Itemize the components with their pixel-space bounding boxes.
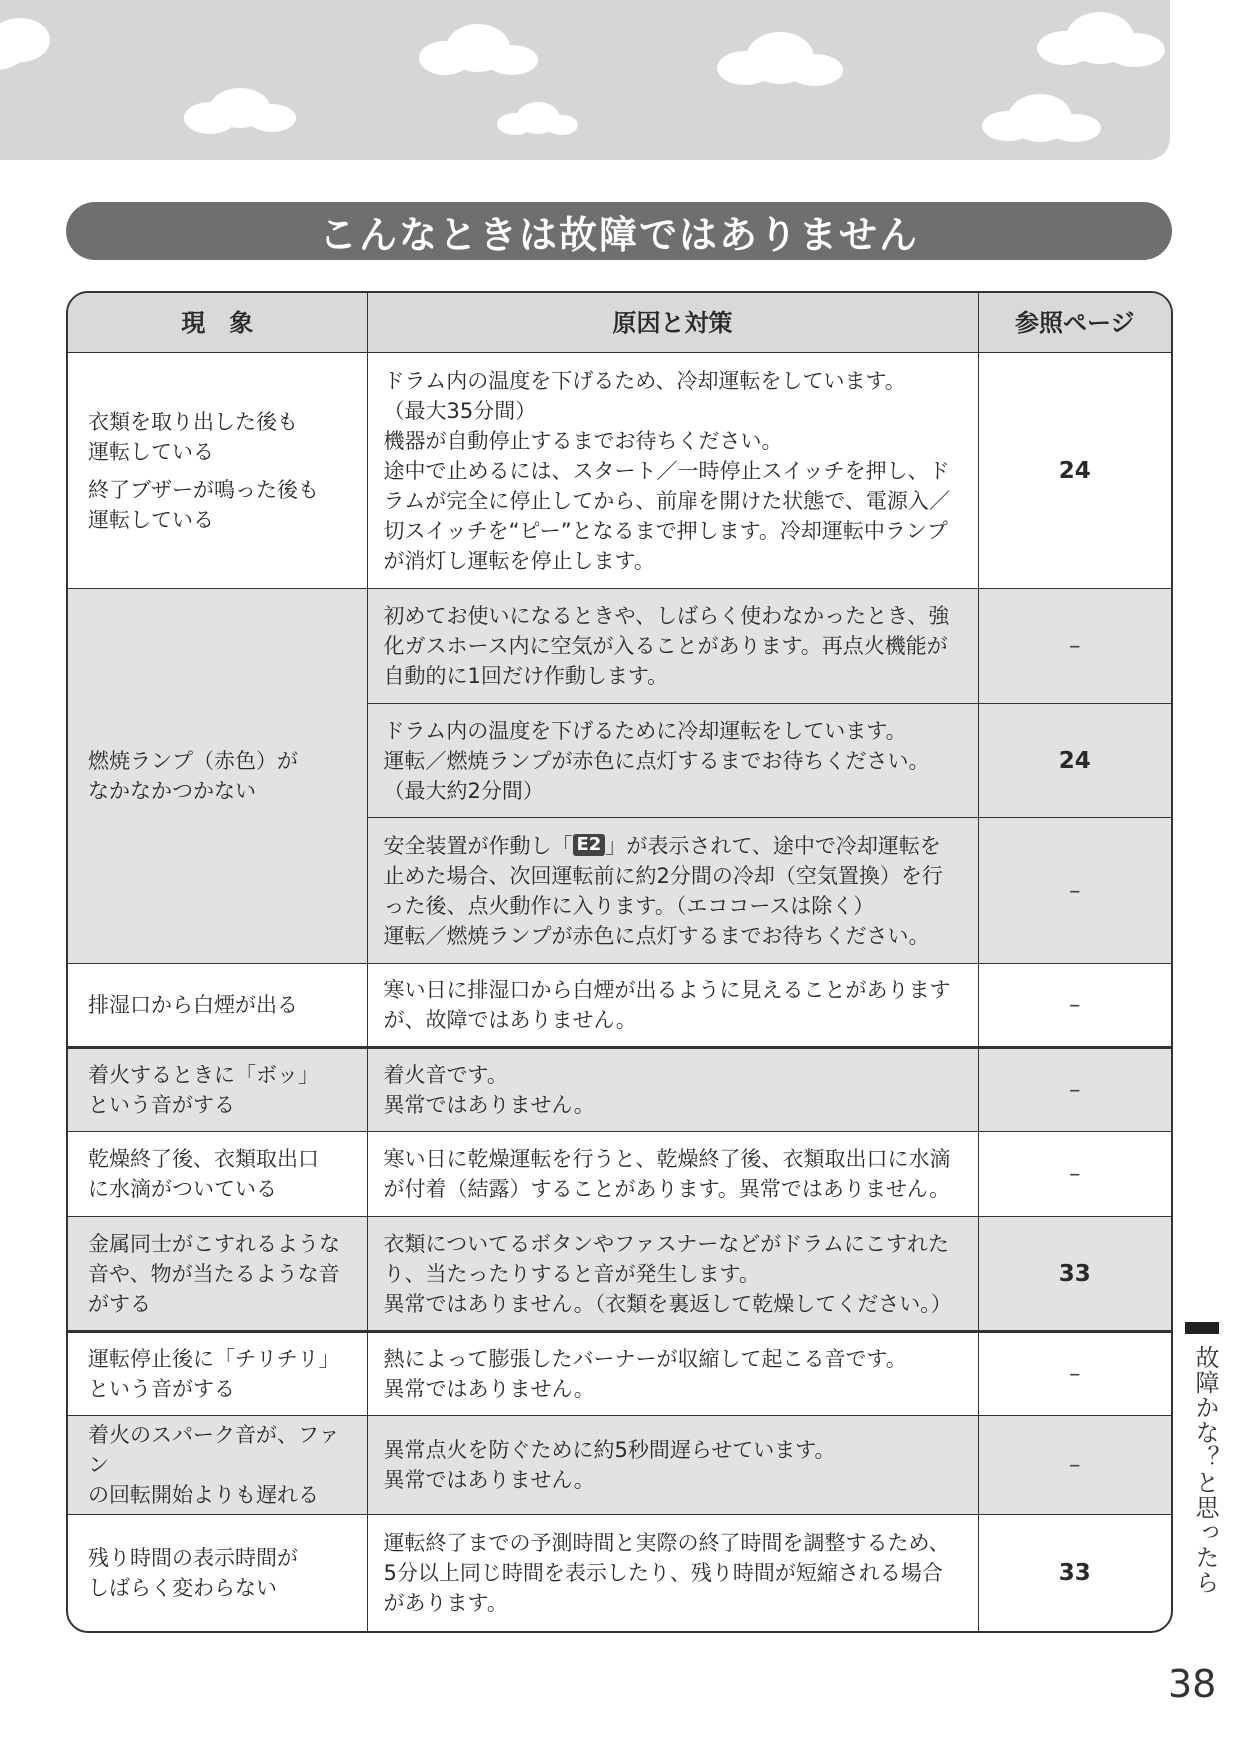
symptom-cell [68,353,367,589]
page-cell: 33 [978,1515,1171,1631]
symptom-text: 乾燥終了後、衣類取出口 に水滴がついている [88,1147,319,1201]
symptom-text: 残り時間の表示時間が しばらく変わらない [88,1545,298,1600]
symptom-text: 金属同士がこすれるような 音や、物が当たるような音 がする [88,1231,340,1316]
header-symptom: 現 象 [68,293,367,353]
page-cell: – [978,1416,1171,1515]
cloud-decoration [0,0,1170,160]
symptom-text: 着火のスパーク音が、ファン の回転開始よりも遅れる [88,1423,340,1507]
page-title: こんなときは故障ではありません [318,212,919,257]
symptom-cell [68,1217,367,1332]
error-code-display: E2 [573,834,606,856]
table-row [68,1332,1171,1416]
page-title-bar [66,202,1172,260]
table-row [68,1048,1171,1132]
page-cell: – [978,1132,1171,1217]
cause-cell: 異常点火を防ぐために約5秒間遅らせています。 異常ではありません。 [367,1416,978,1515]
cause-cell: 熱によって膨張したバーナーが収縮して起こる音です。 異常ではありません。 [367,1332,978,1416]
side-section-label: 故障かな？と思ったら [1191,1345,1219,1595]
page-cell: 33 [978,1217,1171,1332]
cause-cell: ドラム内の温度を下げるため、冷却運転をしています。 （最大35分間） 機器が自動停止するまでお待ちください。 途中で止めるには、スタート／一時停止スイッチを押し、ドラムが完全に停止してから、前扉を開けた状態で、電源入／切スイッチを“ピー”となるまで押します。冷却運転中ランプが消灯し運転を停止します。 [367,353,978,589]
table-row [68,589,1171,704]
cause-text-pre: 安全装置が作動し「 [383,833,573,858]
page-cell: – [978,589,1171,704]
page-cell: – [978,964,1171,1048]
table-row [68,353,1171,589]
side-tab-marker [1185,1322,1219,1334]
cause-cell: 寒い日に乾燥運転を行うと、乾燥終了後、衣類取出口に水滴が付着（結露）することがあります。異常ではありません。 [367,1132,978,1217]
symptom-text: 運転停止後に「チリチリ」 という音がする [88,1347,340,1401]
page-cell: – [978,818,1171,964]
table-header-row [68,293,1171,353]
cause-cell: 着火音です。 異常ではありません。 [367,1048,978,1132]
cause-cell: 運転終了までの予測時間と実際の終了時間を調整するため、5分以上同じ時間を表示したり、残り時間が短縮される場合があります。 [367,1515,978,1631]
page-number: 38 [1168,1662,1217,1706]
page-cell: 24 [978,353,1171,589]
table-row [68,1217,1171,1332]
page-cell: – [978,1048,1171,1132]
table-row [68,1416,1171,1515]
symptom-text: 着火するときに「ボッ」 という音がする [88,1063,319,1117]
cause-cell: 寒い日に排湿口から白煙が出るように見えることがありますが、故障ではありません。 [367,964,978,1048]
cause-cell: ドラム内の温度を下げるために冷却運転をしています。 運転／燃焼ランプが赤色に点灯するまでお待ちください。 （最大約2分間） [367,704,978,818]
symptom-cell [68,1132,367,1217]
cause-cell: 衣類についてるボタンやファスナーなどがドラムにこすれたり、当たったりすると音が発生します。 異常ではありません。（衣類を裏返して乾燥してください。） [367,1217,978,1332]
symptom-cell [68,964,367,1048]
cause-cell: 初めてお使いになるときや、しばらく使わなかったとき、強化ガスホース内に空気が入ることがあります。再点火機能が自動的に1回だけ作動します。 [367,589,978,704]
symptom-text: 衣類を取り出した後も 運転している [88,409,298,464]
symptom-text: 排湿口から白煙が出る [88,993,298,1017]
cause-text-post: 」が表示されて、途中で冷却運転を止めた場合、次回運転前に約2分間の冷却（空気置換）を行った後、点火動作に入ります。（エココースは除く） 運転／燃焼ランプが赤色に点灯するまでお待ちください。 [383,833,943,948]
symptom-cell [68,1332,367,1416]
symptom-cell [68,1515,367,1631]
table-row [68,1132,1171,1217]
symptom-text: 燃焼ランプ（赤色）が なかなかつかない [88,749,298,803]
header-reference-page: 参照ページ [978,293,1171,353]
header-cloud-band [0,0,1170,160]
symptom-cell [68,589,367,964]
page-cell: 24 [978,704,1171,818]
header-cause: 原因と対策 [367,293,978,353]
symptom-cell [68,1416,367,1515]
symptom-cell [68,1048,367,1132]
table-row [68,964,1171,1048]
symptom-text: 終了ブザーが鳴った後も 運転している [88,477,319,532]
cause-cell [367,818,978,964]
troubleshooting-table [66,291,1173,1633]
table-row [68,1515,1171,1631]
page-cell: – [978,1332,1171,1416]
